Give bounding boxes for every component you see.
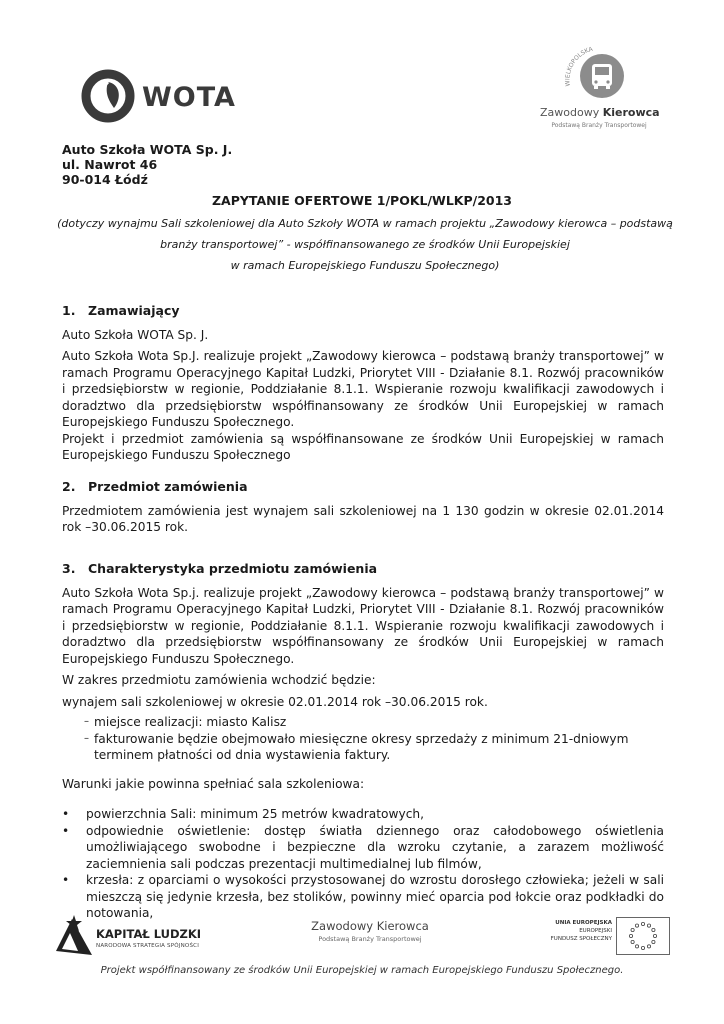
page-footer bbox=[0, 905, 724, 1005]
section-paragraph: Auto Szkoła Wota Sp.j. realizuje projekt „Zawodowy kierowca – podstawą branży transportowej” w ramach Programu Operacyjnego Kapitał Ludzki, Priorytet VIII - Działanie 8.1. Rozwój pracowników i przedsiębiorstw w regionie, Poddziałanie 8.1.1. Wspieranie rozwoju kwalifikacji zawodowych i doradztwo dla przedsiębiorstw współfinansowany ze środków Unii Europejskiej w ramach Europejskiego Funduszu Społecznego. bbox=[62, 585, 664, 666]
kapital-ludzki-emblem-icon bbox=[52, 911, 96, 961]
zk-footer-title: Zawodowy Kierowca bbox=[311, 919, 429, 933]
kapital-ludzki-logo bbox=[52, 911, 232, 967]
section-paragraph: Projekt i przedmiot zamówienia są współfinansowane ze środków Unii Europejskiej w ramach Europejskiego Funduszu Społecznego bbox=[62, 431, 664, 462]
dash-list bbox=[62, 714, 664, 764]
address-line: ul. Nawrot 46 bbox=[62, 157, 158, 172]
zk-logo-title: Zawodowy Kierowca bbox=[540, 106, 660, 119]
ue-text: UNIA EUROPEJSKA EUROPEJSKI FUNDUSZ SPOŁECZNY bbox=[550, 920, 612, 942]
section-1 bbox=[62, 303, 664, 464]
ue-logo bbox=[510, 917, 670, 957]
section-text: Auto Szkoła WOTA Sp. J. bbox=[62, 327, 209, 342]
list-item: • krzesła: z oparciami o wysokości przystosowanej do wzrostu dorosłego człowieka; jeżeli w sali mieszczą się jedynie krzesła, bez stolików, powinny mieć oparcia pod łokcie oraz podkładki do notowania, bbox=[62, 872, 664, 922]
list-item: – fakturowanie będzie obejmowało miesięczne okresy sprzedaży z minimum 21-dniowym terminem płatności od dnia wystawienia faktury. bbox=[62, 731, 664, 764]
zawodowy-kierowca-logo bbox=[540, 36, 658, 136]
section-paragraph: Warunki jakie powinna spełniać sala szkoleniowa: bbox=[62, 776, 365, 791]
address-line: 90-014 Łódź bbox=[62, 172, 148, 187]
subtitle-line: (dotyczy wynajmu Sali szkoleniowej dla Auto Szkoły WOTA w ramach projektu „Zawodowy kierowca – podstawą bbox=[57, 217, 673, 230]
address-line: Auto Szkoła WOTA Sp. J. bbox=[62, 142, 233, 157]
zk-arc-text: WIELKOPOLSKA bbox=[564, 45, 594, 87]
document-title: ZAPYTANIE OFERTOWE 1/POKL/WLKP/2013 bbox=[211, 193, 512, 208]
footer-note: Projekt współfinansowany ze środków Unii Europejskiej w ramach Europejskiego Funduszu Społecznego. bbox=[100, 965, 624, 976]
section-paragraph: W zakres przedmiotu zamówienia wchodzić będzie: bbox=[62, 673, 376, 687]
wota-emblem-icon bbox=[80, 68, 136, 124]
section-paragraph: wynajem sali szkoleniowej w okresie 02.01.2014 rok –30.06.2015 rok. bbox=[62, 694, 488, 709]
list-item: – miejsce realizacji: miasto Kalisz bbox=[62, 714, 664, 731]
kl-subtitle: NARODOWA STRATEGIA SPÓJNOŚCI bbox=[96, 943, 200, 949]
zk-footer-subtitle: Podstawą Branży Transportowej bbox=[318, 935, 422, 943]
zk-logo-subtitle: Podstawą Branży Transportowej bbox=[551, 122, 647, 129]
section-3 bbox=[62, 561, 664, 922]
bus-emblem-icon bbox=[540, 36, 658, 106]
section-heading: 1. Zamawiający bbox=[62, 303, 180, 318]
section-heading: 2. Przedmiot zamówienia bbox=[62, 479, 248, 494]
section-paragraph: Auto Szkoła Wota Sp.J. realizuje projekt „Zawodowy kierowca – podstawą branży transportowej” w ramach Programu Operacyjnego Kapitał Ludzki, Priorytet VIII - Działanie 8.1. Rozwój pracowników i przedsiębiorstw w regionie, Poddziałanie 8.1.1. Wspieranie rozwoju kwalifikacji zawodowych i doradztwo dla przedsiębiorstw współfinansowany ze środków Unii Europejskiej w ramach Europejskiego Funduszu Społecznego. bbox=[62, 349, 664, 429]
kl-title: KAPITAŁ LUDZKI bbox=[96, 927, 202, 941]
zawodowy-kierowca-footer-logo bbox=[300, 919, 440, 943]
wota-logo-text: WOTA bbox=[142, 82, 236, 113]
list-item: • powierzchnia Sali: minimum 25 metrów kwadratowych, bbox=[62, 806, 664, 823]
subtitle-line: w ramach Europejskiego Funduszu Społecznego) bbox=[230, 259, 500, 272]
eu-flag-icon bbox=[616, 917, 670, 955]
wota-logo bbox=[80, 66, 236, 128]
section-heading: 3. Charakterystyka przedmiotu zamówienia bbox=[62, 561, 378, 576]
section-2 bbox=[62, 479, 664, 536]
document-subtitle bbox=[40, 213, 690, 276]
sender-address bbox=[62, 142, 232, 187]
section-paragraph: Przedmiotem zamówienia jest wynajem sali szkoleniowej na 1 130 godzin w okresie 02.01.2014 rok –30.06.2015 rok. bbox=[62, 503, 664, 534]
subtitle-line: branży transportowej” - współfinansowanego ze środków Unii Europejskiej bbox=[160, 238, 570, 251]
list-item: • odpowiednie oświetlenie: dostęp światła dziennego oraz całodobowego oświetlenia umożliwiającego swobodne i bezpieczne dla wzroku czytanie, a zarazem możliwość zaciemnienia sali podczas prezentacji multimedialnej lub filmów, bbox=[62, 823, 664, 873]
